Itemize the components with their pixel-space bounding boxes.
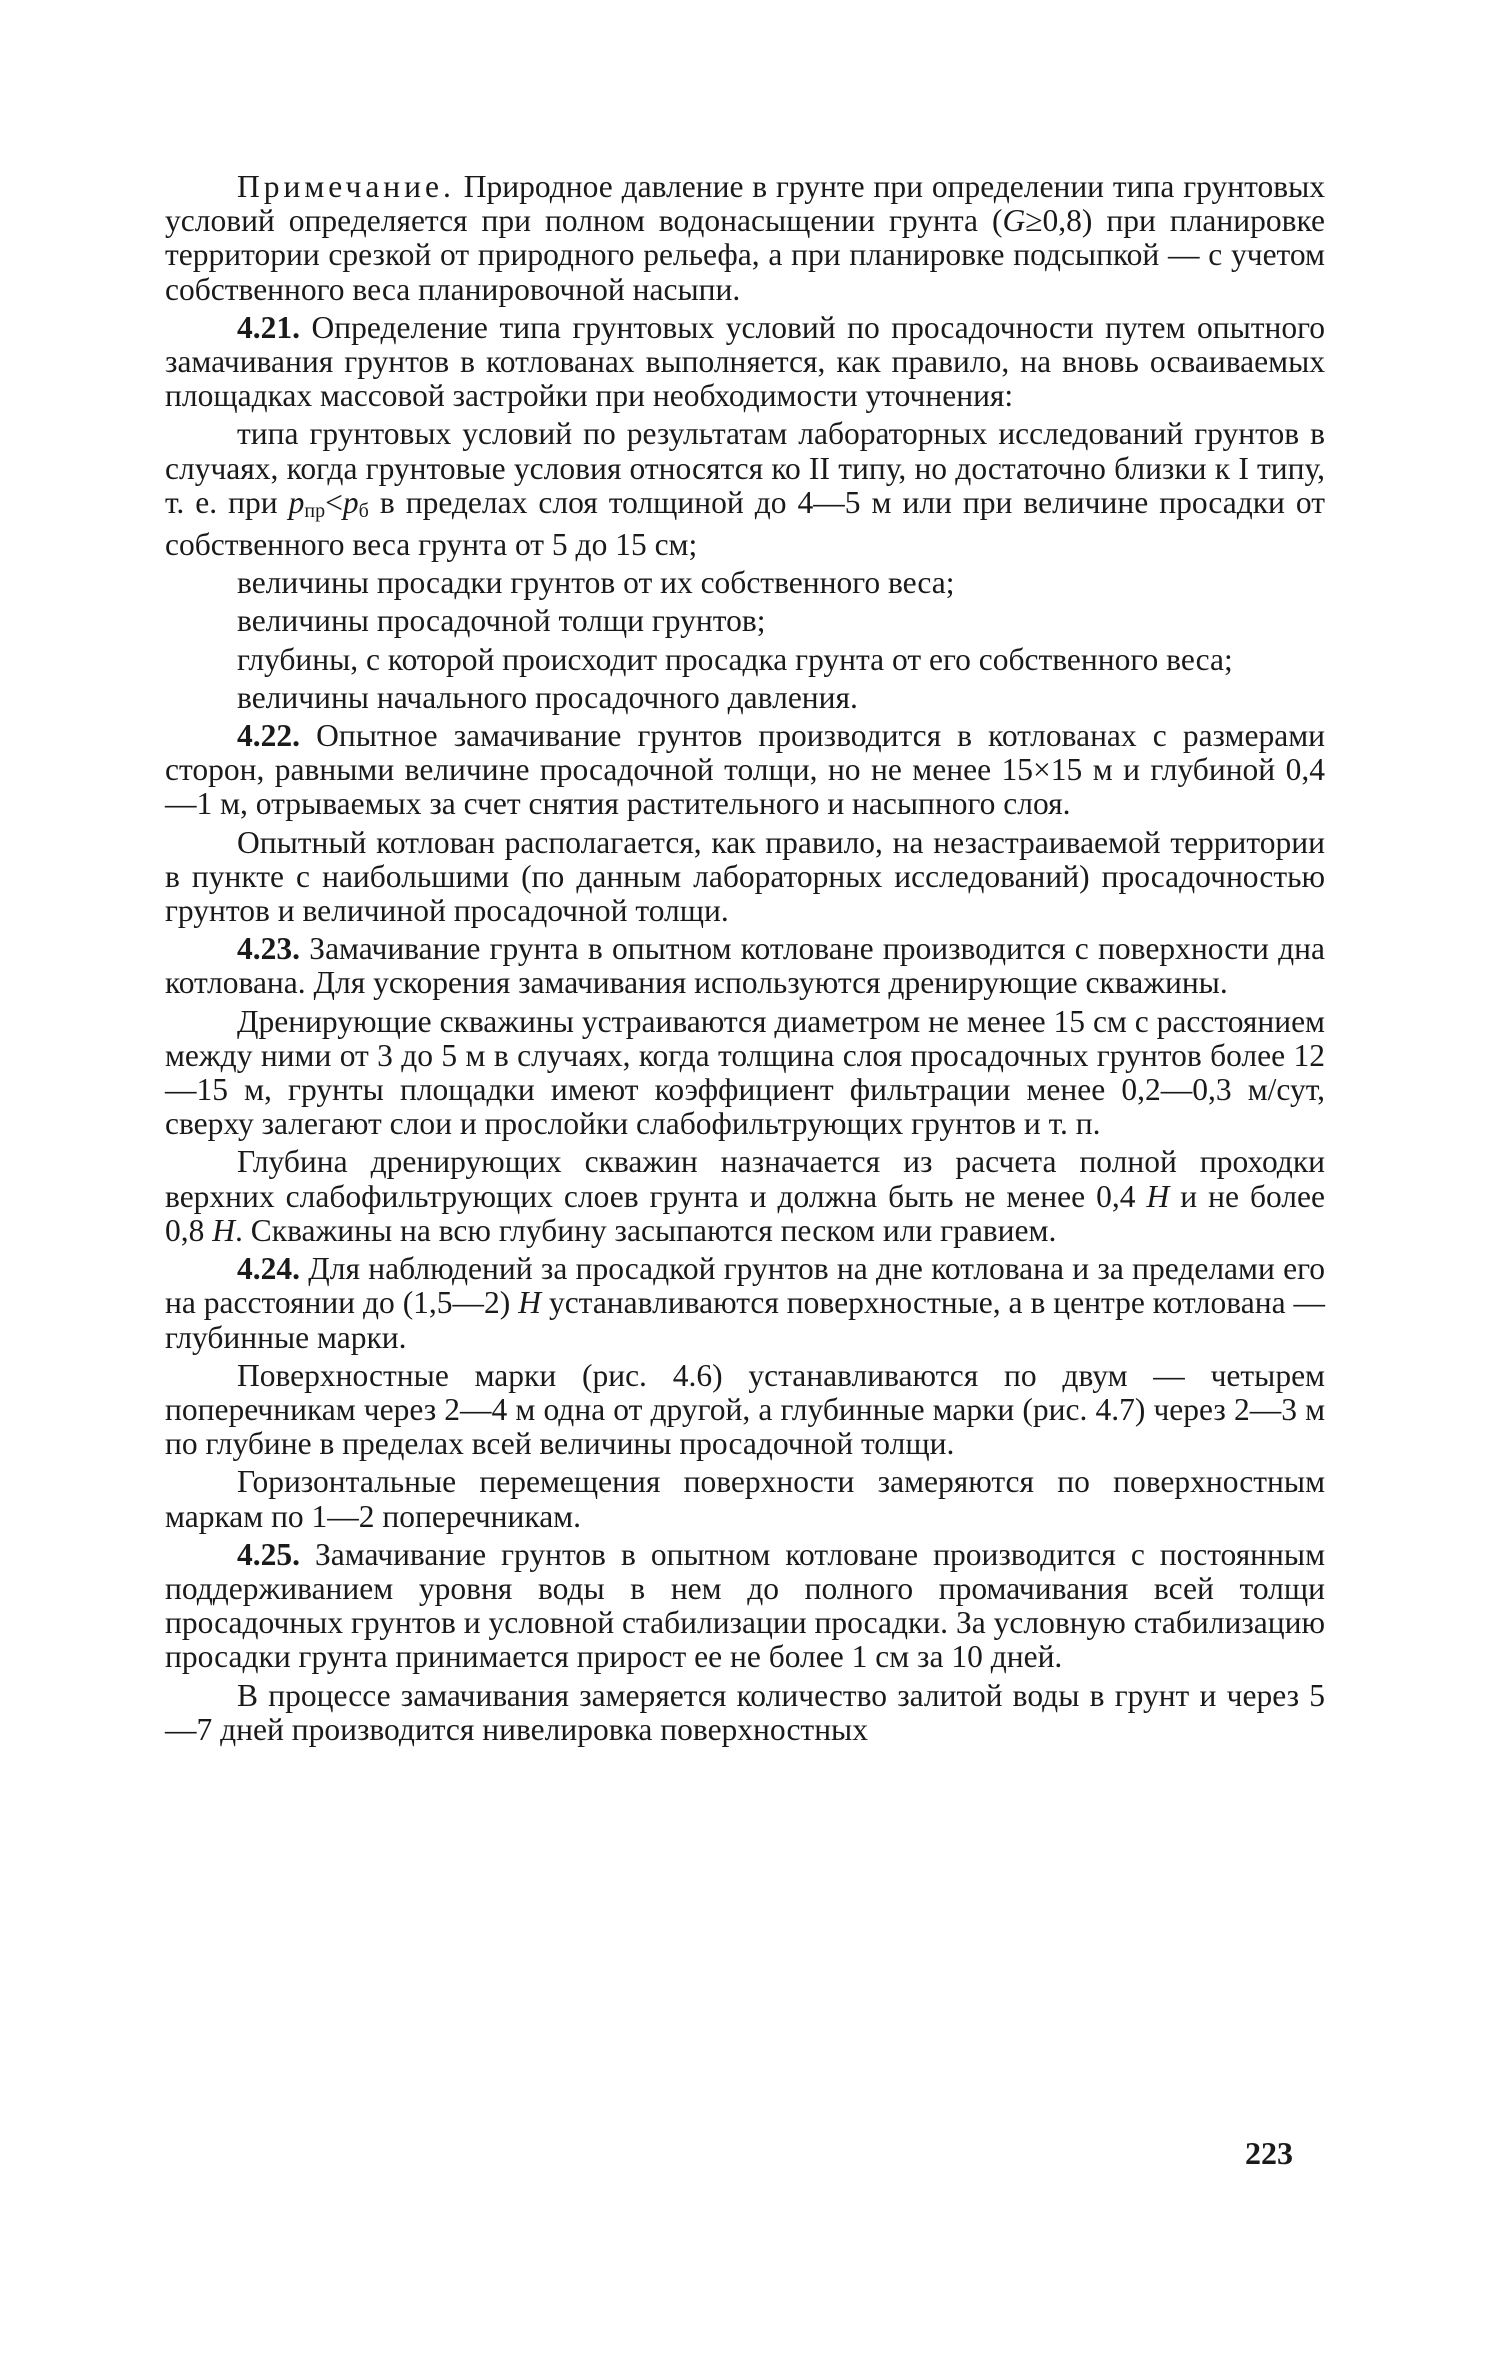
list-item-1-text-b: в пределах слоя толщиной до 4—5 м или при величине просадки от собственного веса грунта от 5 до 15 см; <box>165 484 1326 563</box>
section-4-25-number: 4.25. <box>237 1536 300 1572</box>
list-item-5: величины начального просадочного давления. <box>237 679 858 715</box>
section-4-22 <box>165 719 1325 822</box>
section-4-23-p3-text-a: Глубина дренирующих скважин назначается из расчета полной проходки верхних слабофильтрующих слоев грунта и должна быть не менее 0,4 <box>165 1144 1325 1214</box>
note-label: Примечание. <box>237 169 455 204</box>
note-text-1: Природное давление в грунте при определении типа грунтовых условий определяется при полном водонасыщении грунта ( <box>165 169 1325 239</box>
section-4-21-number: 4.21. <box>237 309 300 345</box>
list-item-4: глубины, с которой происходит просадка грунта от его собственного веса; <box>237 641 1233 677</box>
section-4-25-text: Замачивание грунтов в опытном котловане производится с постоянным поддерживанием уровня воды в нем до полного промачивания всей толщи просадочных грунтов и условной стабилизации просадки. За условную стабилизацию просадки грунта принимается прирост ее не более 1 см за 10 дней. <box>165 1536 1325 1675</box>
section-4-22-number: 4.22. <box>237 718 300 754</box>
section-4-24-paragraph-2: Поверхностные марки (рис. 4.6) устанавливаются по двум — четырем поперечникам через 2—4 м одна от другой, а глубинные марки (рис. 4.7) через 2—3 м по глубине в пределах всей величины просадочной толщи. <box>165 1357 1325 1462</box>
section-4-23-paragraph-2: Дренирующие скважины устраиваются диаметром не менее 15 см с расстоянием между ними от 3 до 5 м в случаях, когда толщина слоя просадочных грунтов более 12—15 м, грунты площадки имеют коэффициент фильтрации менее 0,2—0,3 м/сут, сверху залегают слои и прослойки слабофильтрующих грунтов и т. п. <box>165 1003 1325 1142</box>
list-item-1 <box>165 417 1325 562</box>
section-4-25-paragraph-2: В процессе замачивания замеряется количество залитой воды в грунт и через 5—7 дней производится нивелировка поверхностных <box>165 1677 1325 1747</box>
note-g-symbol: G <box>1002 203 1026 239</box>
section-4-21-text: Определение типа грунтовых условий по просадочности путем опытного замачивания грунтов в котлованах выполняется, как правило, на вновь осваиваемых площадках массовой застройки при необходимости уточнения: <box>165 309 1325 414</box>
section-4-23 <box>165 932 1325 1000</box>
section-4-23-p3-text-b: и не более 0,8 <box>165 1178 1325 1248</box>
section-4-25 <box>165 1538 1325 1675</box>
p-symbol-2: p <box>342 484 359 520</box>
note-text-2: ≥0,8) при планировке территории срезкой от природного рельефа, а при планировке подсыпкой — с учетом собственного веса планировочной насыпи. <box>165 203 1326 307</box>
page-number: 223 <box>1245 2135 1293 2171</box>
p-subscript-2: б <box>358 499 369 522</box>
section-4-24-text-a: Для наблюдений за просадкой грунтов на дне котлована и за пределами его на расстоянии до (1,5—2) <box>165 1251 1325 1321</box>
section-4-22-paragraph-2: Опытный котлован располагается, как правило, на незастраиваемой территории в пункте с наибольшими (по данным лабораторных исследований) просадочностью грунтов и величиной просадочной толщи. <box>165 824 1325 929</box>
section-4-23-paragraph-3 <box>165 1145 1325 1248</box>
p-symbol-1: p <box>288 484 305 520</box>
less-than-sign: < <box>325 484 343 520</box>
page-body <box>165 170 1325 1751</box>
section-4-24 <box>165 1252 1325 1355</box>
section-4-24-paragraph-3: Горизонтальные перемещения поверхности замеряются по поверхностным маркам по 1—2 поперечникам. <box>165 1464 1325 1534</box>
section-4-22-text: Опытное замачивание грунтов производится в котлованах с размерами сторон, равными величине просадочной толщи, но не менее 15×15 м и глубиной 0,4—1 м, отрываемых за счет снятия растительного и насыпного слоя. <box>165 718 1325 822</box>
h-symbol-3: H <box>518 1285 541 1321</box>
h-symbol-1: H <box>1146 1178 1170 1214</box>
section-4-24-text-b: устанавливаются поверхностные, а в центре котлована — глубинные марки. <box>165 1285 1325 1355</box>
list-item-2: величины просадки грунтов от их собственного веса; <box>237 565 955 601</box>
section-4-24-number: 4.24. <box>237 1251 300 1287</box>
section-4-23-number: 4.23. <box>237 931 300 967</box>
list-item-3: величины просадочной толщи грунтов; <box>237 603 766 639</box>
p-subscript-1: пр <box>304 499 326 522</box>
section-4-23-p3-text-c: . Скважины на всю глубину засыпаются песком или гравием. <box>235 1212 1057 1248</box>
section-4-21 <box>165 311 1325 414</box>
h-symbol-2: H <box>212 1212 235 1248</box>
section-4-23-text: Замачивание грунта в опытном котловане производится с поверхности дна котлована. Для ускорения замачивания используются дренирующие скважины. <box>165 931 1325 1001</box>
list-item-1-text-a: типа грунтовых условий по результатам лабораторных исследований грунтов в случаях, когда грунтовые условия относятся ко II типу, но достаточно близки к I типу, т. е. при <box>165 416 1325 520</box>
note-paragraph <box>165 170 1325 307</box>
